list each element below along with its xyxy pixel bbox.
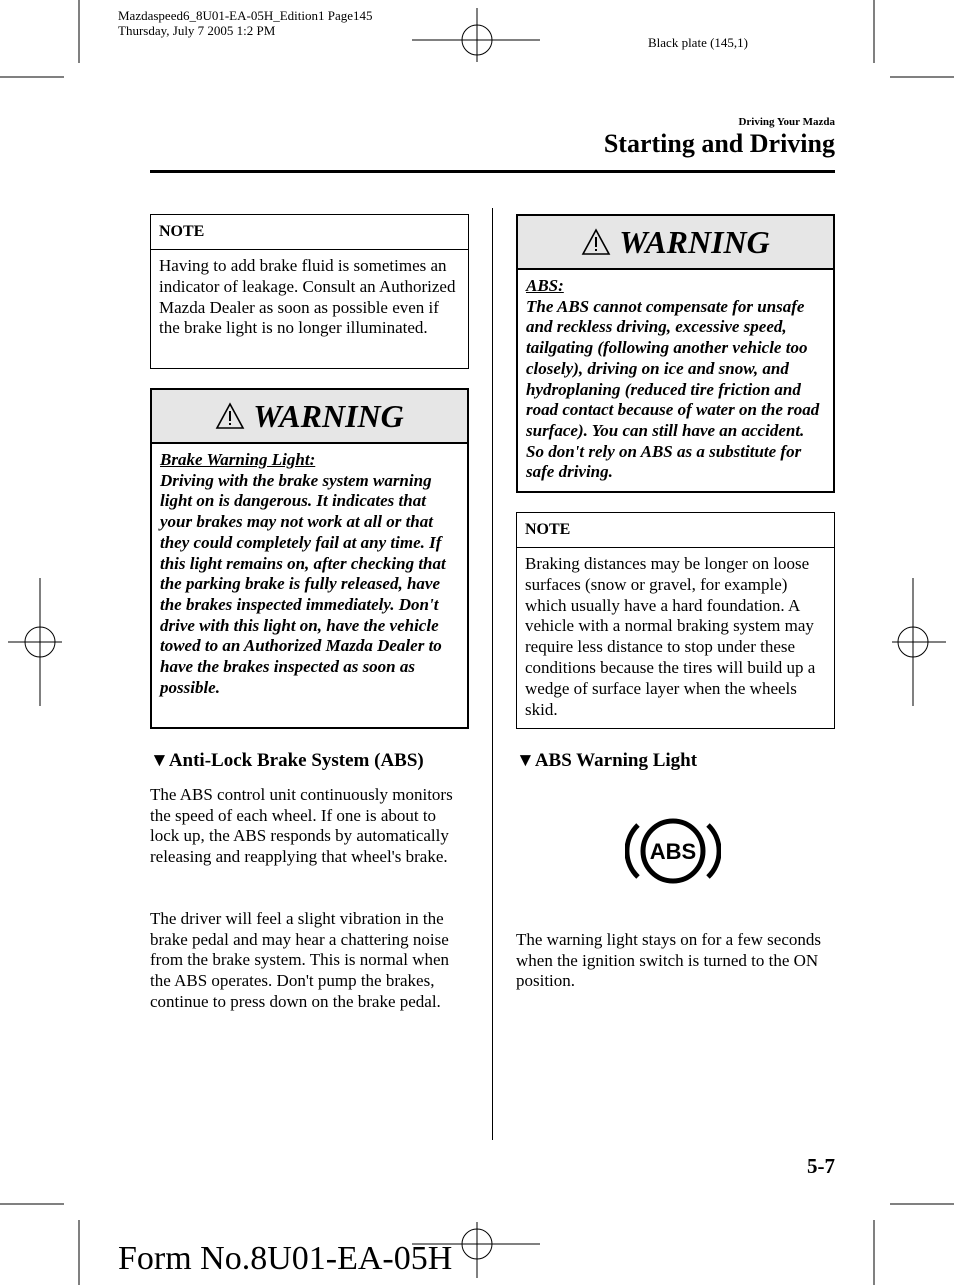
print-header	[118, 8, 373, 38]
warning-text: The ABS cannot compensate for unsafe and reckless driving, excessive speed, tailgating (following another vehicle too closely), driving on ice and snow, and hydroplaning (reduced tire friction and road contact because of water on the road surface). You can still have an accident. So don't rely on ABS as a substitute for safe driving.	[526, 296, 820, 482]
section-heading-text: Anti-Lock Brake System (ABS)	[168, 750, 424, 771]
warning-body	[518, 270, 833, 491]
triangle-down-icon: ▼	[150, 750, 169, 771]
column-divider	[492, 208, 493, 1140]
warning-header	[518, 216, 833, 270]
warning-triangle-icon	[581, 228, 611, 256]
print-header-line2: Thursday, July 7 2005 1:2 PM	[118, 23, 276, 38]
warning-body	[152, 444, 467, 706]
page-title: Starting and Driving	[603, 129, 835, 158]
note-box	[150, 214, 469, 369]
warning-text: Driving with the brake system warning light on is dangerous. It indicates that your brakes may not work at all or that they could completely fail at any time. If this light remains on, after checking that the parking brake is fully released, have the brakes inspected immediately. Don't drive with this light on, have the vehicle towed to an Authorized Mazda Dealer to have the brakes inspected as soon as possible.	[160, 470, 446, 697]
warning-subtitle: Brake Warning Light:	[160, 450, 316, 469]
triangle-down-icon: ▼	[516, 750, 535, 771]
registration-mark	[892, 578, 946, 706]
black-plate-label: Black plate (145,1)	[648, 35, 748, 50]
note-box	[516, 512, 835, 729]
warning-label: WARNING	[619, 223, 770, 260]
warning-triangle-icon	[215, 402, 245, 430]
warning-box	[516, 214, 835, 493]
paragraph: The warning light stays on for a few seconds when the ignition switch is turned to the ON position.	[516, 930, 821, 991]
registration-mark	[8, 578, 62, 706]
abs-warning-light-icon	[625, 815, 721, 887]
section-label: Driving Your Mazda	[738, 116, 835, 128]
note-label: NOTE	[517, 513, 834, 548]
section-heading	[150, 750, 424, 772]
section-heading-text: ABS Warning Light	[534, 750, 698, 771]
form-number: Form No.8U01-EA-05H	[118, 1240, 453, 1277]
warning-label: WARNING	[253, 397, 404, 434]
print-header-line1: Mazdaspeed6_8U01-EA-05H_Edition1 Page145	[118, 8, 373, 23]
note-label: NOTE	[151, 215, 468, 250]
section-heading	[516, 750, 697, 772]
warning-subtitle: ABS:	[526, 276, 564, 295]
note-text: Braking distances may be longer on loose surfaces (snow or gravel, for example) which usually have a hard foundation. A vehicle with a normal braking system may require less distance to stop under these conditions because the tires will build up a wedge of surface layer when the wheels skid.	[525, 554, 816, 719]
abs-icon-label: ABS	[649, 839, 697, 864]
header-rule	[150, 170, 835, 173]
note-text: Having to add brake fluid is sometimes an indicator of leakage. Consult an Authorized Mazda Dealer as soon as possible even if the brake light is no longer illuminated.	[159, 256, 456, 338]
paragraph: The ABS control unit continuously monitors the speed of each wheel. If one is about to lock up, the ABS responds by automatically releasing and reapplying that wheel's brake.	[150, 785, 453, 867]
registration-mark	[412, 8, 540, 62]
warning-box	[150, 388, 469, 729]
paragraph: The driver will feel a slight vibration in the brake pedal and may hear a chattering noise from the brake system. This is normal when the ABS operates. Don't pump the brakes, continue to press down on the brake pedal.	[150, 909, 450, 1011]
warning-header	[152, 390, 467, 444]
page-number: 5-7	[807, 1154, 835, 1178]
